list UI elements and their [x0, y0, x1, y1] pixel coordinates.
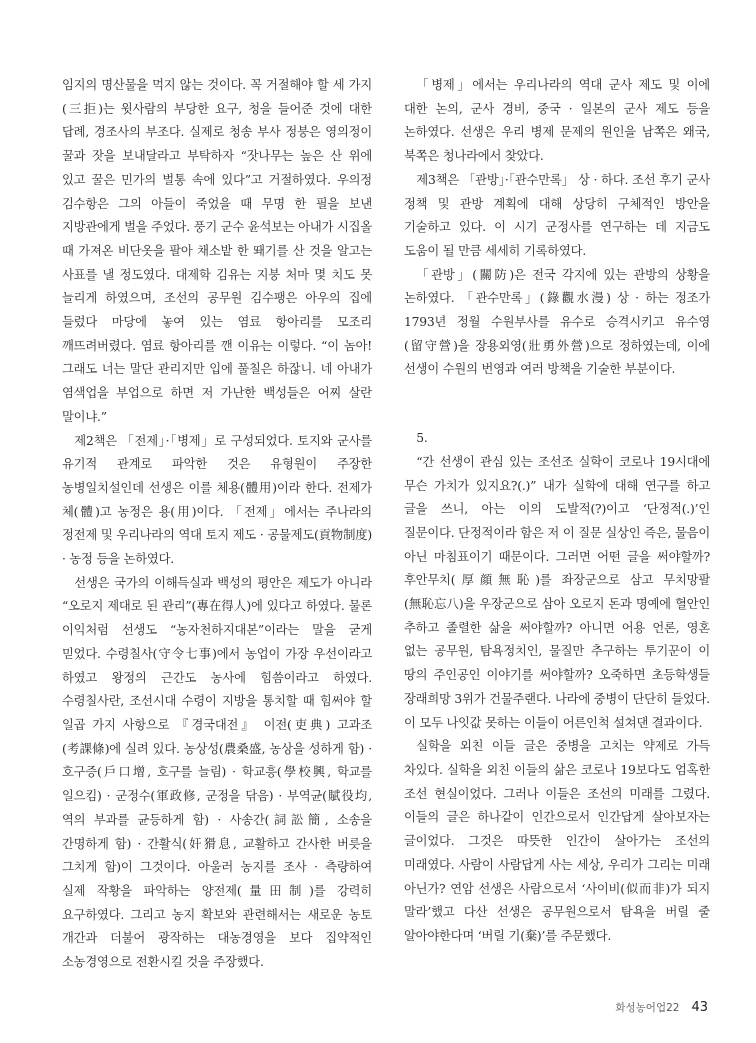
- paragraph: 「관방」(關防)은 전국 각지에 있는 관방의 상황을 논하였다. 「관수만록」(錄觀水漫) 상 · 하는 정조가 1793년 정월 수원부사를 유수로 승격시키고 유수영(留守營)을 장용외영(壯勇外營)으로 정하였는데, 이에 선생이 수원의 번영과 여러 방책을 기술한 부분이다.: [404, 267, 710, 377]
- paragraph: 「병제」에서는 우리나라의 역대 군사 제도 및 이에 대한 논의, 군사 경비, 중국 · 일본의 군사 제도 등을 논하였다. 선생은 우리 병제 문제의 원인을 남쪽은 왜국, 북쪽은 청나라에서 찾았다.: [404, 78, 710, 164]
- magazine-title: 화성농어업22: [615, 1002, 680, 1014]
- right-column: [404, 74, 710, 949]
- left-column: [62, 74, 372, 975]
- paragraph: 임지의 명산물을 먹지 않는 것이다. 꼭 거절해야 할 세 가지(三拒)는 윗사람의 부당한 요구, 청을 들어준 것에 대한 답례, 경조사의 부조다. 실제로 청송 부사 정붕은 영의정이 꿀과 잣을 보내달라고 부탁하자 “잣나무는 높은 산 위에 있고 꿀은 민가의 벌통 속에 있다”고 거절하였다. 우의정 김수항은 그의 아들이 죽었을 때 무명 한 필을 보낸 지방관에게 벌을 주었다. 풍기 군수 윤석보는 아내가 시집올 때 가져온 비단옷을 팔아 채소밭 한 뙈기를 산 것을 알고는 사표를 낼 정도였다. 대제학 김유는 지붕 처마 몇 치도 못 늘리게 하였으며, 조선의 공무원 김수팽은 아우의 집에 들렀다 마당에 놓여 있는 염료 항아리를 모조리 깨뜨려버렸다. 염료 항아리를 깬 이유는 이렇다. “이 놈아! 그래도 너는 말단 관리지만 입에 풀칠은 하잖니. 네 아내가 염색업을 부업으로 하면 저 가난한 백성들은 어찌 살란 말이냐.”: [62, 78, 372, 424]
- page-number: 43: [691, 1000, 708, 1015]
- paragraph: 선생은 국가의 이해득실과 백성의 평안은 제도가 아니라 “오로지 제대로 된 관리”(專在得人)에 있다고 하였다. 물론 이익처럼 선생도 “농자천하지대본”이라는 말을 굳게 믿었다. 수령칠사(守令七事)에서 농업이 가장 우선이라고 하였고 왕정의 근간도 농사에 힘씀이라고 하였다. 수령칠사란, 조선시대 수령이 지방을 통치할 때 힘써야 할 일곱 가지 사항으로 『경국대전』 이전(吏典) 고과조(考課條)에 실려 있다. 농상성(農桑盛, 농상을 성하게 함) · 호구증(戶口增, 호구를 늘림) · 학교흥(學校興, 학교를 일으킴) · 군정수(軍政修, 군정을 닦음) · 부역균(賦役均, 역의 부과를 균등하게 함) · 사송간(詞訟簡, 소송을 간명하게 함) · 간활식(奸猾息, 교활하고 간사한 버릇을 그치게 함)이 그것이다. 아울러 농지를 조사 · 측량하여 실제 작황을 파악하는 양전제(量田制)를 강력히 요구하였다. 그리고 농지 확보와 관련해서는 새로운 농토 개간과 더불어 광작하는 대농경영을 보다 집약적인 소농경영으로 전환시킬 것을 주장했다.: [62, 575, 372, 970]
- paragraph: 제2책은 「전제」·「병제」로 구성되었다. 토지와 군사를 유기적 관계로 파악한 것은 유형원이 주장한 농병일치설인데 선생은 이를 체용(體用)이라 한다. 전제가 체(體)고 농정은 용(用)이다. 「전제」에서는 주나라의 정전제 및 우리나라의 역대 토지 제도 · 공물제도(貢物制度) · 농정 등을 논하였다.: [62, 433, 372, 567]
- section-number: 5.: [416, 431, 428, 446]
- paragraph: “간 선생이 관심 있는 조선조 실학이 코로나 19시대에 무슨 가치가 있지요?(.)” 내가 실학에 대해 연구를 하고 글을 쓰니, 아는 이의 도발적(?)이고 ‘단정적(.)’인 질문이다. 단정적이라 함은 저 이 질문 실상인 즉은, 물음이 아닌 마침표이기 때문이다. 그러면 어떤 글을 써야할까? 후안무치(厚顔無恥)를 좌장군으로 삼고 무치망팔(無恥忘八)을 우장군으로 삼아 오로지 돈과 명예에 혈안인 추하고 졸렬한 삶을 써야할까? 아니면 어용 언론, 영혼 없는 공무원, 탐욕정치인, 물질만 추구하는 투기꾼이 이 땅의 주인공인 이야기를 써야할까? 오죽하면 초등학생들 장래희망 3위가 건물주랜다. 나라에 중병이 단단히 들었다. 이 모두 나잇값 못하는 이들이 어른인척 설쳐댄 결과이다.: [404, 454, 710, 730]
- paragraph: 실학을 외친 이들 글은 중병을 고치는 약제로 가득 차있다. 실학을 외친 이들의 삶은 코로나 19보다도 엄혹한 조선 현실이었다. 그러나 이들은 조선의 미래를 그렸다. 이들의 글은 하나같이 인간으로서 인간답게 살아보자는 글이었다. 그것은 따뜻한 인간이 살아가는 조선의 미래였다. 사람이 사람답게 사는 세상, 우리가 그리는 미래 아닌가? 연암 선생은 사람으로서 ‘사이비(似而非)가 되지 말라’했고 다산 선생은 공무원으로서 탐욕을 버릴 줄 알아야한다며 ‘버릴 기(棄)’를 주문했다.: [404, 739, 710, 943]
- page-footer: [615, 1000, 708, 1015]
- paragraph: 제3책은 「관방」·「관수만록」 상 · 하다. 조선 후기 군사 정책 및 관방 계획에 대해 상당히 구체적인 방안을 기술하고 있다. 이 시기 군정사를 연구하는 데 지금도 도움이 될 만큼 세세히 기록하였다.: [404, 172, 710, 258]
